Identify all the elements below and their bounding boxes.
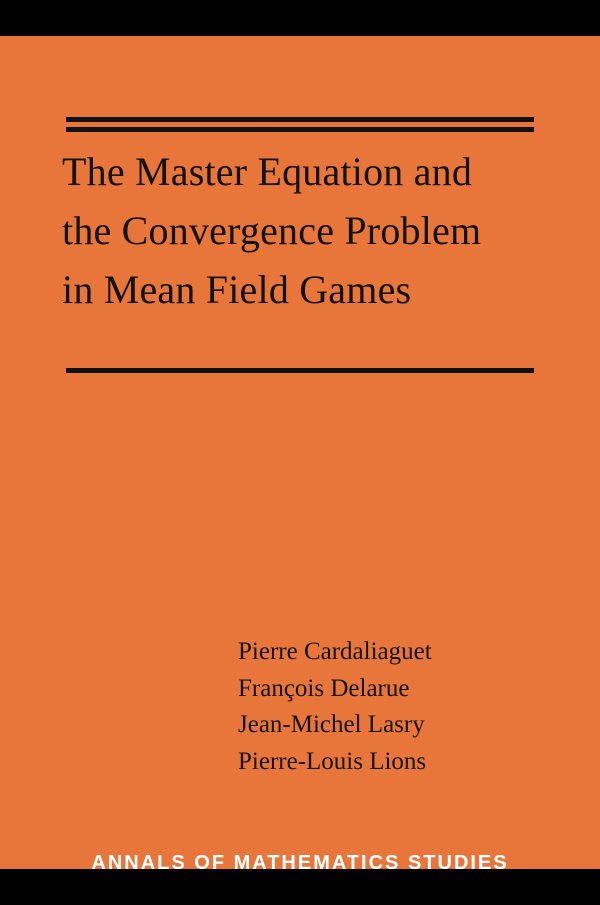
author-4: Pierre-Louis Lions [238, 747, 427, 775]
author-3: Jean-Michel Lasry [238, 711, 425, 738]
title-rule-upper-first [66, 117, 534, 122]
book-title [62, 142, 542, 320]
series-title: ANNALS OF MATHEMATICS STUDIES [91, 852, 509, 874]
title-rule-upper-second [66, 127, 534, 132]
title-line-3: in Mean Field Games [62, 267, 412, 313]
title-line-1: The Master Equation and [62, 149, 473, 194]
top-black-band [0, 0, 600, 36]
author-2: François Delarue [238, 674, 410, 702]
author-1: Pierre Cardaliaguet [238, 638, 432, 665]
title-rule-lower [66, 368, 534, 373]
title-line-2: the Convergence Problem [62, 208, 482, 254]
author-list [238, 634, 558, 780]
